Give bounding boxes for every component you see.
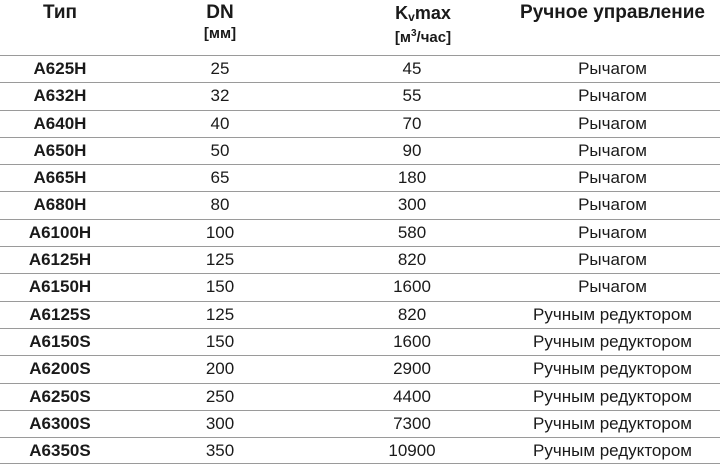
cell-kv: 4400 xyxy=(393,386,431,406)
table-row xyxy=(0,55,720,82)
cell-manual: Рычагом xyxy=(578,250,647,270)
cell-manual: Рычагом xyxy=(578,59,647,78)
header-kv-max: max xyxy=(414,3,451,23)
cell-type: A680H xyxy=(33,195,87,215)
table-row xyxy=(0,219,720,246)
header-manual-label: Ручное управление xyxy=(520,2,705,23)
cell-type: A6150H xyxy=(28,277,92,297)
cell-dn: 125 xyxy=(205,304,235,324)
header-dn xyxy=(160,2,280,43)
cell-type: A640H xyxy=(33,113,87,133)
cell-manual: Рычагом xyxy=(578,277,647,297)
cell-dn: 250 xyxy=(205,386,235,406)
table-header xyxy=(0,0,720,55)
cell-dn: 40 xyxy=(210,113,230,133)
cell-type: A6300S xyxy=(29,413,91,433)
cell-kv: 45 xyxy=(402,59,422,78)
cell-kv: 2900 xyxy=(393,359,431,379)
table-row xyxy=(0,301,720,328)
header-kv-k: K xyxy=(395,3,409,23)
cell-type: A6100H xyxy=(28,222,92,242)
header-manual xyxy=(505,2,720,24)
cell-manual: Ручным редуктором xyxy=(533,331,692,351)
header-type-label: Тип xyxy=(42,2,78,23)
table-row xyxy=(0,383,720,410)
table-body xyxy=(0,55,720,464)
cell-kv: 1600 xyxy=(393,331,431,351)
cell-type: A6250S xyxy=(29,386,91,406)
cell-kv: 300 xyxy=(397,195,427,215)
header-kv-unit xyxy=(352,28,494,47)
table-row xyxy=(0,110,720,137)
table-row xyxy=(0,328,720,355)
header-kv-unit-pre: [м xyxy=(394,29,411,46)
table-row xyxy=(0,355,720,382)
cell-dn: 350 xyxy=(205,441,235,461)
header-kv-label xyxy=(395,3,451,23)
cell-manual: Рычагом xyxy=(578,140,647,160)
cell-type: A6150S xyxy=(29,331,91,351)
cell-manual: Ручным редуктором xyxy=(533,413,692,433)
table-row xyxy=(0,164,720,191)
cell-type: A632H xyxy=(33,86,87,106)
cell-type: A625H xyxy=(33,59,87,78)
cell-type: A650H xyxy=(33,140,87,160)
header-kv xyxy=(352,2,494,47)
cell-kv: 10900 xyxy=(388,441,436,461)
cell-dn: 65 xyxy=(210,168,230,188)
cell-manual: Ручным редуктором xyxy=(533,441,692,461)
table-row xyxy=(0,246,720,273)
cell-dn: 80 xyxy=(210,195,230,215)
cell-kv: 580 xyxy=(397,222,427,242)
cell-dn: 150 xyxy=(205,277,235,297)
cell-manual: Рычагом xyxy=(578,113,647,133)
cell-manual: Рычагом xyxy=(578,86,647,106)
cell-kv: 180 xyxy=(397,168,427,188)
cell-manual: Ручным редуктором xyxy=(533,386,692,406)
cell-kv: 1600 xyxy=(393,277,431,297)
cell-type: A6125H xyxy=(28,250,92,270)
table-row xyxy=(0,191,720,218)
header-dn-label: DN xyxy=(206,2,234,23)
cell-kv: 90 xyxy=(402,140,422,160)
header-dn-unit: [мм] xyxy=(203,25,237,42)
table-row xyxy=(0,273,720,300)
cell-dn: 32 xyxy=(210,86,230,106)
cell-kv: 70 xyxy=(402,113,422,133)
header-type xyxy=(0,2,120,24)
cell-manual: Рычагом xyxy=(578,222,647,242)
table-row xyxy=(0,437,720,464)
table-row xyxy=(0,410,720,437)
cell-type: A6200S xyxy=(29,359,91,379)
cell-dn: 150 xyxy=(205,331,235,351)
cell-dn: 50 xyxy=(210,140,230,160)
cell-dn: 125 xyxy=(205,250,235,270)
cell-dn: 25 xyxy=(210,59,230,78)
cell-manual: Рычагом xyxy=(578,168,647,188)
header-kv-unit-post: /час] xyxy=(416,29,452,46)
cell-manual: Рычагом xyxy=(578,195,647,215)
table-row xyxy=(0,82,720,109)
cell-kv: 55 xyxy=(402,86,422,106)
cell-kv: 820 xyxy=(397,304,427,324)
cell-dn: 200 xyxy=(205,359,235,379)
cell-type: A6350S xyxy=(29,441,91,461)
cell-dn: 100 xyxy=(205,222,235,242)
table-row xyxy=(0,137,720,164)
cell-manual: Ручным редуктором xyxy=(533,304,692,324)
header-kv-subscript: v xyxy=(408,10,415,24)
header-kv-unit-sup: 3 xyxy=(410,28,417,39)
cell-type: A6125S xyxy=(29,304,91,324)
cell-kv: 7300 xyxy=(393,413,431,433)
cell-manual: Ручным редуктором xyxy=(533,359,692,379)
cell-kv: 820 xyxy=(397,250,427,270)
cell-dn: 300 xyxy=(205,413,235,433)
cell-type: A665H xyxy=(33,168,87,188)
